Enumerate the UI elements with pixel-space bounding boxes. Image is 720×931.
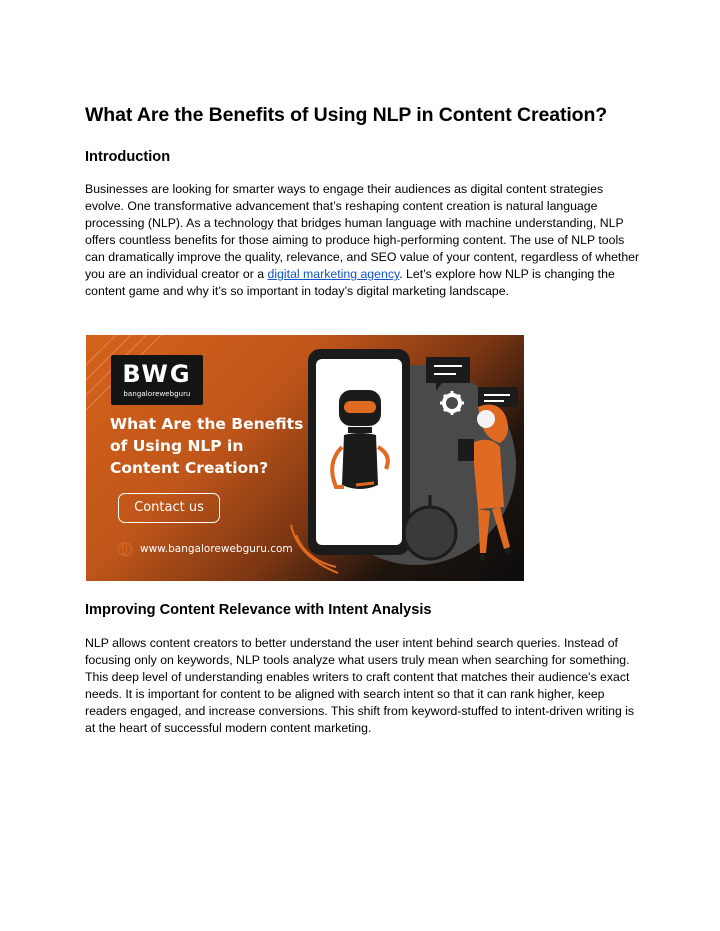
banner-title-line: Content Creation? [110, 459, 269, 477]
intent-analysis-paragraph: NLP allows content creators to better understand the user intent behind search queries. Instead of focusing only on keywords, NLP tools analyze what users truly mean when searching for something. This deep level of understanding enables writers to craft content that matches their audience's exact needs. It is important for content to be aligned with search intent so that it can rank higher, keep readers engaged, and increase conversions. This shift from keyword-stuffed to intent-driven writing is at the heart of successful modern content marketing. [85, 636, 635, 735]
article-banner-image [86, 335, 524, 581]
document-title: What Are the Benefits of Using NLP in Content Creation? [85, 104, 608, 126]
contact-us-button: Contact us [118, 493, 220, 523]
section-heading-introduction: Introduction [85, 149, 171, 165]
website-url: www.bangalorewebguru.com [140, 543, 293, 555]
introduction-paragraph [85, 181, 645, 300]
banner-title [110, 413, 310, 479]
website-row [118, 541, 293, 557]
banner-title-line: of Using NLP in [110, 437, 244, 455]
logo-subtitle: bangalorewebguru [123, 389, 191, 398]
banner-title-line: What Are the Benefits [110, 415, 304, 433]
introduction-text-before-link: Businesses are looking for smarter ways to engage their audiences as digital content strategies evolve. One transformative advancement that’s reshaping content creation is natural language processing (NLP). As a technology that bridges human language with machine understanding, NLP offers countless benefits for those aiming to produce high-performing content. The use of NLP tools can dramatically improve the quality, relevance, and SEO value of your content, regardless of whether you are an individual creator or a [85, 182, 640, 281]
introduction-text-after-link: . Let’s explore how NLP is changing the content game and why it’s so important in today’s digital marketing landscape. [85, 267, 615, 298]
globe-icon [118, 542, 132, 556]
logo-mark: BWG [122, 360, 192, 388]
digital-marketing-agency-link[interactable]: digital marketing agency [267, 267, 400, 281]
section-heading-intent-analysis: Improving Content Relevance with Intent Analysis [85, 602, 432, 618]
bwg-logo [111, 355, 203, 405]
